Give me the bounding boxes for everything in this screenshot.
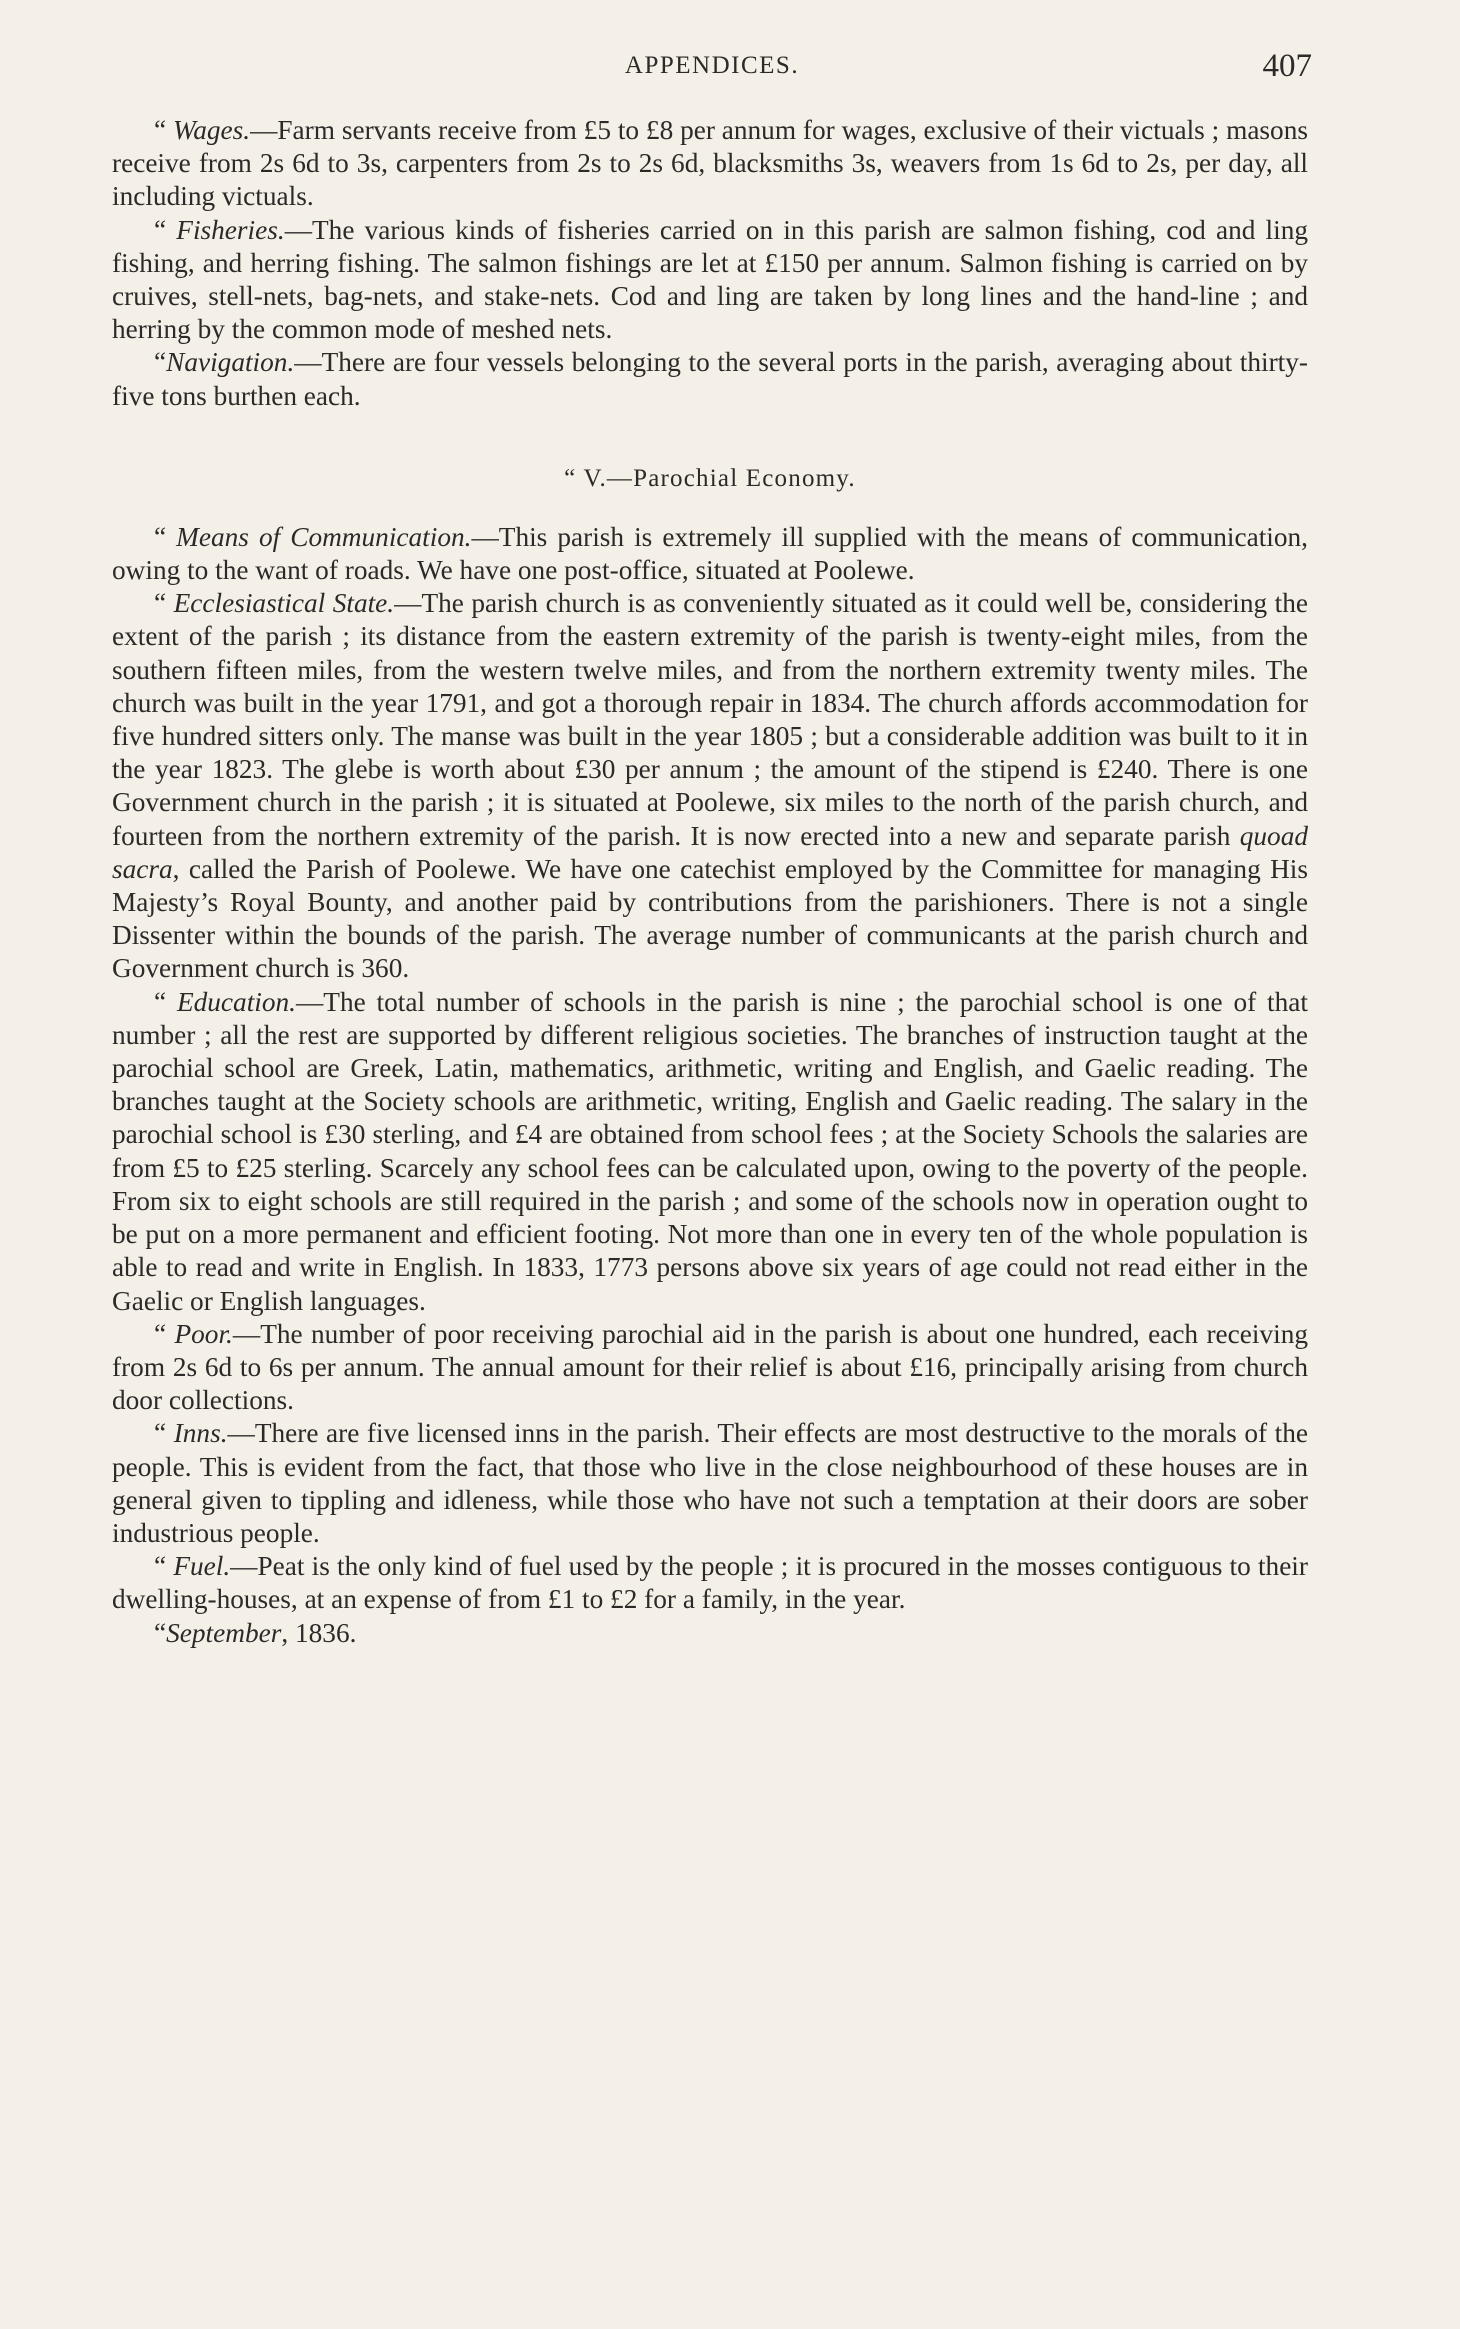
open-quote: “ [154, 588, 174, 619]
page-number: 407 [1262, 48, 1312, 84]
paragraph-lead: Ecclesiastical State. [173, 588, 395, 619]
paragraph-communication [112, 521, 1308, 587]
dateline-month: September [166, 1617, 282, 1648]
paragraph-text: —Peat is the only kind of fuel used by the people ; it is procured in the mosses contiguous to their dwelling-houses, at an expense of from £1 to £2 for a family, in the year. [112, 1551, 1308, 1615]
paragraph-lead: Poor. [174, 1318, 233, 1349]
paragraph-text: —The number of poor receiving parochial aid in the parish is about one hundred, each receiving from 2s 6d to 6s per annum. The annual amount for their relief is about £16, principally arising from church door collections. [112, 1318, 1308, 1416]
dateline [112, 1617, 1308, 1650]
paragraph-lead: Wages. [172, 115, 251, 145]
paragraph-text-continued: , called the Parish of Poolewe. We have one catechist employed by the Committee for managing His Majesty’s Royal Bounty, and another paid by contributions from the parishioners. There is not a single Dissenter within the bounds of the parish. The average number of communicants at the parish church and Government church is 360. [112, 853, 1308, 984]
paragraph-lead: Means of Communication. [176, 521, 472, 552]
paragraph-education [112, 986, 1308, 1318]
paragraph-wages [112, 114, 1308, 214]
paragraph-text: —There are five licensed inns in the parish. Their effects are most destructive to the morals of the people. This is evident from the fact, that those who live in the close neighbourhood of these houses are in general given to tippling and idleness, while those who have not such a temptation at their doors are sober industrious people. [112, 1418, 1308, 1548]
paragraph-lead: Inns. [173, 1418, 228, 1449]
open-quote: “ [154, 521, 177, 552]
paragraph-text: —The parish church is as conveniently situated as it could well be, considering the extent of the parish ; its distance from the eastern extremity of the parish is twenty-eight miles, from the southern fifteen miles, from the western twelve miles, and from the northern extremity twenty miles. The church was built in the year 1791, and got a thorough repair in 1834. The church affords accommodation for five hundred sitters only. The manse was built in the year 1805 ; but a considerable addition was built to it in the year 1823. The glebe is worth about £30 per annum ; the amount of the stipend is £240. There is one Government church in the parish ; it is situated at Poolewe, six miles to the north of the parish church, and fourteen from the northern extremity of the parish. It is now erected into a new and separate parish [112, 588, 1309, 851]
paragraph-lead: Navigation. [166, 347, 295, 378]
open-quote: “ [154, 1551, 174, 1582]
paragraph-text: —This parish is extremely ill supplied with the means of communication, owing to the want of roads. We have one post-office, situated at Poolewe. [112, 521, 1308, 586]
open-quote: “ [154, 1318, 175, 1349]
paragraph-poor [112, 1318, 1308, 1418]
paragraph-lead: Fisheries. [176, 214, 285, 245]
paragraph-text: —The total number of schools in the parish is nine ; the parochial school is one of that number ; all the rest are supported by different religious societies. The branches of instruction taught at the parochial school are Greek, Latin, mathematics, arithmetic, writing and English, and Gaelic reading. The branches taught at the Society schools are arithmetic, writing, English and Gaelic reading. The salary in the parochial school is £30 sterling, and £4 are obtained from school fees ; at the Society Schools the salaries are from £5 to £25 sterling. Scarcely any school fees can be calculated upon, owing to the poverty of the people. From six to eight schools are still required in the parish ; and some of the schools now in operation ought to be put on a more permanent and efficient footing. Not more than one in every ten of the whole population is able to read and write in English. In 1833, 1773 persons above six years of age could not read either in the Gaelic or English languages. [112, 986, 1308, 1316]
open-quote: “ [154, 214, 177, 245]
open-quote: “ [154, 115, 173, 145]
open-quote: “ [154, 986, 177, 1017]
paragraph-italic-term: quoad sacra [112, 820, 1308, 884]
open-quote: “ [154, 347, 167, 378]
running-head-title: APPENDICES. [624, 52, 800, 79]
paragraph-text: —The various kinds of fisheries carried on in this parish are salmon fishing, cod and ling fishing, and herring fishing. The salmon fishings are let at £150 per annum. Salmon fishing is carried on by cruives, stell-nets, bag-nets, and stake-nets. Cod and ling are taken by long lines and the hand-line ; and herring by the common mode of meshed nets. [112, 214, 1308, 345]
paragraph-ecclesiastical [112, 587, 1308, 985]
dateline-year: , 1836. [281, 1617, 357, 1648]
section-heading: “ V.—Parochial Economy. [564, 464, 856, 492]
paragraph-fuel [112, 1550, 1308, 1616]
paragraph-text: —Farm servants receive from £5 to £8 per annum for wages, exclusive of their victuals ; masons receive from 2s 6d to 3s, carpenters from 2s to 2s 6d, blacksmiths 3s, weavers from 1s 6d to 2s, per day, all including victuals. [112, 115, 1308, 212]
open-quote: “ [154, 1617, 167, 1648]
text-body [112, 114, 1308, 1650]
paragraph-lead: Fuel. [173, 1551, 231, 1582]
paragraph-navigation [112, 346, 1308, 412]
running-head [112, 48, 1312, 88]
paragraph-inns [112, 1417, 1308, 1550]
paragraph-fisheries [112, 214, 1308, 347]
paragraph-lead: Education. [176, 986, 296, 1017]
paragraph-text: —There are four vessels belonging to the several ports in the parish, averaging about thirty-five tons burthen each. [112, 347, 1308, 411]
open-quote: “ [154, 1418, 174, 1449]
